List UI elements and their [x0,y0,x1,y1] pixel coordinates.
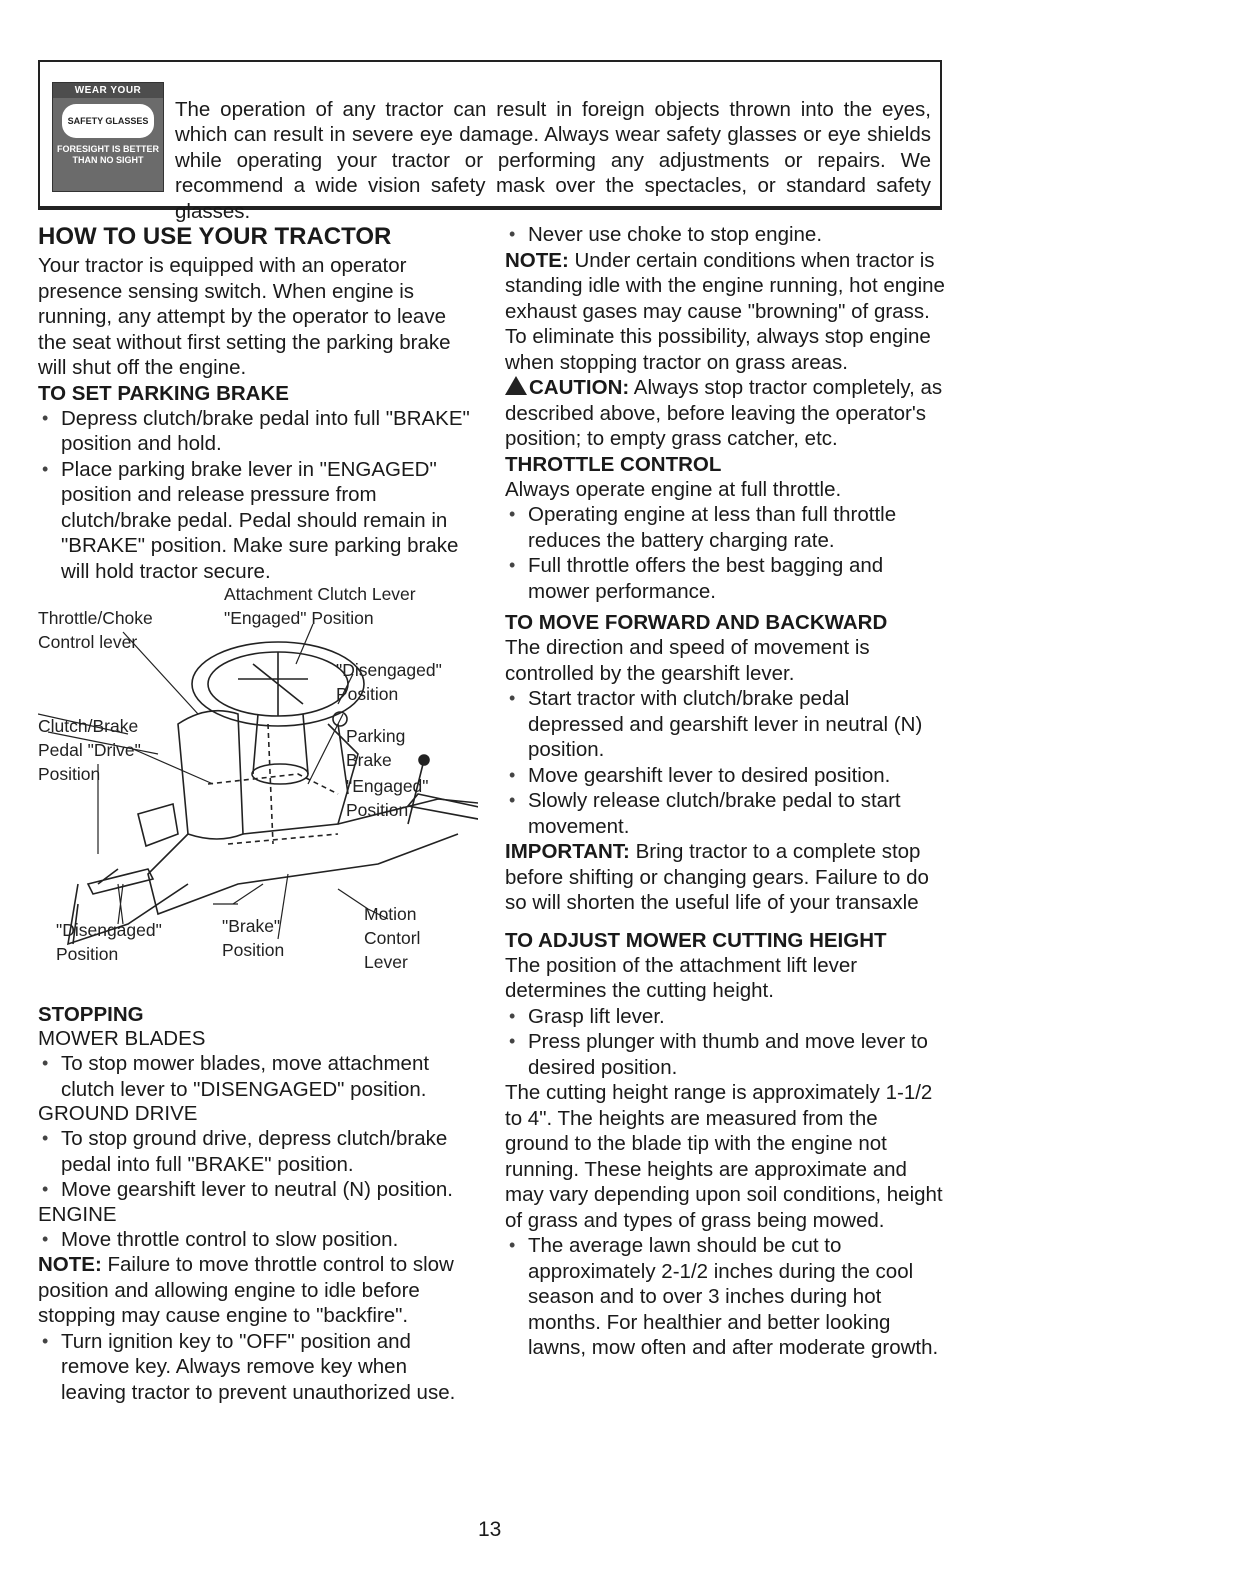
adjust-intro: The position of the attachment lift lever determines the cutting height. [505,953,858,1002]
intro-paragraph: Your tractor is equipped with an operator presence sensing switch. When engine is running, any attempt by the operator to leave the seat without first setting the parking brake will shut off the engine. [38,254,451,379]
control-lever-label: Control lever [38,632,138,652]
lever-label: Lever [364,952,408,972]
caution-label: CAUTION: [529,376,630,399]
engine-subheading: ENGINE [38,1202,117,1226]
page-number: 13 [478,1518,502,1541]
safety-warning-box [38,60,942,223]
warning-triangle-icon [505,376,527,395]
move-heading: TO MOVE FORWARD AND BACKWARD [505,611,888,634]
warning-text: The operation of any tractor can result in foreign objects thrown into the eyes, which can result in severe eye damage. Always wear safety glasses or eye shields while operating your tractor or performing any adjustments or repairs. We recommend a wide vision safety mask over the spectacles, or standard safety glasses. [175,97,931,223]
choke-list [505,222,947,248]
mower-blades-list [38,1051,470,1102]
icon-bottom-text: FORESIGHT IS BETTER THAN NO SIGHT [56,144,159,165]
attachment-clutch-label: Attachment Clutch Lever [224,584,416,604]
engaged-position-label: "Engaged" Position [224,608,374,628]
parking-brake-list [38,406,470,585]
left-column [38,222,470,1405]
list-item: • Operating engine at less than full throttle reduces the battery charging rate. [505,502,947,553]
parking-brake-label: Parking [346,726,406,746]
list-item: • To stop ground drive, depress clutch/brake pedal into full "BRAKE" position. [38,1126,470,1177]
caution-paragraph [505,375,947,452]
motion-label: Motion [364,904,417,924]
list-item: • The average lawn should be cut to approximately 2-1/2 inches during the cool season and to over 3 inches during hot months. For healthier and better looking lawns, mow often and after moderate growth. [505,1233,947,1361]
note-label: NOTE: [505,248,569,272]
caution-text: Always stop tractor completely, as described above, before leaving the operator's position; to empty grass catcher, etc. [505,376,943,450]
list-item: • Turn ignition key to "OFF" position and remove key. Always remove key when leaving tractor to prevent unauthorized use. [38,1329,470,1406]
list-item: • Depress clutch/brake pedal into full "BRAKE" position and hold. [38,406,470,457]
move-list [505,686,947,839]
adjust-range: The cutting height range is approximately 1-1/2 to 4". The heights are measured from the ground to the blade tip with the engine not running. These heights are approximate and may vary depending upon soil conditions, height of grass and types of grass being mowed. [505,1081,943,1232]
throttle-intro: Always operate engine at full throttle. [505,477,842,501]
disengaged-bottom-position: Position [56,944,119,964]
throttle-list [505,502,947,604]
adjust-list-2 [505,1233,947,1361]
pedal-drive-label: Pedal "Drive" [38,740,141,760]
adjust-heading: TO ADJUST MOWER CUTTING HEIGHT [505,928,887,952]
brake-position: Position [222,940,285,960]
list-item: • Move gearshift lever to neutral (N) position. [38,1177,470,1203]
mower-blades-subheading: MOWER BLADES [38,1027,206,1050]
throttle-choke-label: Throttle/Choke [38,608,153,628]
engine-list-2 [38,1329,470,1406]
note-text: Under certain conditions when tractor is standing idle with the engine running, hot engine exhaust gases may cause "browning" of grass. To eliminate this possibility, always stop engine when stopping tractor on grass areas. [505,248,945,374]
adjust-list [505,1004,947,1081]
clutch-brake-label: Clutch/Brake [38,716,139,736]
list-item: • Full throttle offers the best bagging and mower performance. [505,553,947,604]
contorl-label: Contorl [364,928,421,948]
parking-brake-heading: TO SET PARKING BRAKE [38,381,289,405]
throttle-heading: THROTTLE CONTROL [505,452,722,476]
safety-glasses-icon [52,82,164,192]
list-item: • Place parking brake lever in "ENGAGED" position and release pressure from clutch/brake pedal. Pedal should remain in "BRAKE" position. Make sure parking brake will hold tractor secure. [38,457,470,585]
engaged-position: Position [346,800,409,820]
stopping-heading: STOPPING [38,1003,144,1026]
disengaged-bottom-label: "Disengaged" [56,920,162,940]
icon-mid-text: SAFETY GLASSES [62,104,154,138]
note-label: NOTE: [38,1253,102,1276]
ground-drive-list [38,1126,470,1203]
right-column [505,222,947,1361]
important-paragraph [505,839,947,916]
browning-note [505,248,947,376]
engaged-label: "Engaged" [346,776,429,796]
important-text: Bring tractor to a complete stop before shifting or changing gears. Failure to do so will shorten the useful life of your transaxle [505,840,929,914]
list-item: • To stop mower blades, move attachment clutch lever to "DISENGAGED" position. [38,1051,470,1102]
ground-drive-subheading: GROUND DRIVE [38,1102,198,1125]
brake-position-label: "Brake" [222,916,281,936]
list-item: • Start tractor with clutch/brake pedal depressed and gearshift lever in neutral (N) position. [505,686,947,763]
engine-list [38,1227,470,1253]
pedal-drive-position: Position [38,764,101,784]
list-item: • Slowly release clutch/brake pedal to start movement. [505,788,947,839]
engine-note [38,1252,470,1329]
tractor-controls-figure [38,584,478,994]
disengaged-top-label: "Disengaged" [336,660,442,680]
list-item: • Move gearshift lever to desired position. [505,763,947,789]
list-item: • Never use choke to stop engine. [505,222,947,248]
brake-label: Brake [346,750,392,770]
important-label: IMPORTANT: [505,840,630,863]
icon-top-text: WEAR YOUR [53,83,163,98]
page-title: HOW TO USE YOUR TRACTOR [38,223,392,250]
list-item: • Grasp lift lever. [505,1004,947,1030]
move-intro: The direction and speed of movement is controlled by the gearshift lever. [505,636,870,685]
list-item: • Press plunger with thumb and move lever to desired position. [505,1029,947,1080]
note-text: Failure to move throttle control to slow position and allowing engine to idle before stopping may cause engine to "backfire". [38,1253,454,1327]
list-item: • Move throttle control to slow position. [38,1227,470,1253]
disengaged-top-position: Position [336,684,399,704]
